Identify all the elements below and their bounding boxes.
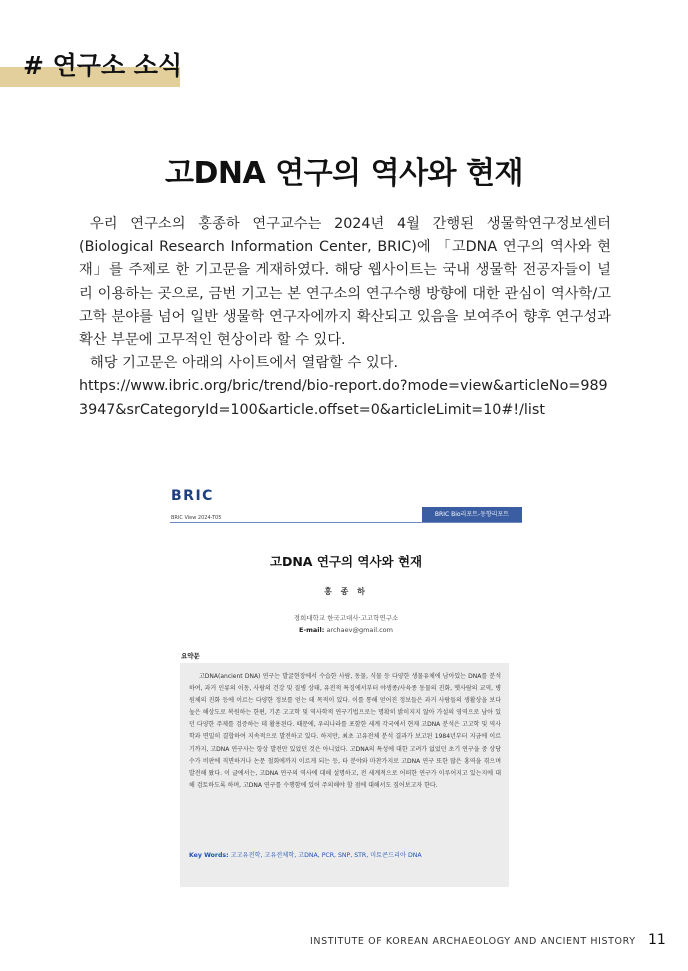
- doc-keywords-label: Key Words:: [189, 852, 229, 859]
- doc-view-label: BRIC View 2024-T05: [171, 515, 222, 521]
- doc-affiliation: 경희대학교 한국고대사·고고학연구소: [293, 614, 399, 622]
- body-paragraph: 우리 연구소의 홍종하 연구교수는 2024년 4월 간행된 생물학연구정보센터(Biological Research Information Center, BRIC)에 「고DNA 연구의 역사와 현재」를 주제로 한 기고문을 게재하였다. 해당 웹사이트는 국내 생물학 전공자들이 널리 이용하는 곳으로, 금번 기고는 본 연구소의 연구수행 방향에 대한 관심이 역사학/고고학 분야를 넘어 일반 생물학 연구자에까지 확산되고 있음을 보여주어 향후 연구성과 확산 부문에 고무적인 현상이라 할 수 있다.: [79, 216, 611, 349]
- doc-keywords-value: 고고유전학, 고유전체학, 고DNA, PCR, SNP, STR, 미토콘드리아 DNA: [230, 852, 422, 859]
- body-paragraph: 해당 기고문은 아래의 사이트에서 열람할 수 있다.: [90, 355, 399, 372]
- article-body: [79, 213, 611, 422]
- doc-abstract-box: [180, 663, 509, 887]
- doc-email: [170, 626, 522, 634]
- doc-abstract-heading: 요약문: [181, 652, 200, 660]
- section-tag: [0, 40, 183, 88]
- doc-category-tag: BRIC Bio리포트-동향리포트: [422, 507, 522, 523]
- doc-email-label: E-mail:: [299, 626, 325, 634]
- doc-header-rule: [170, 522, 522, 523]
- doc-keywords: [189, 850, 422, 859]
- footer-institute-name: INSTITUTE OF KOREAN ARCHAEOLOGY AND ANCIENT HISTORY: [310, 936, 636, 947]
- article-title: 고DNA 연구의 역사와 현재: [165, 156, 523, 191]
- section-tag-label: # 연구소 소식: [23, 51, 183, 80]
- page-number: 11: [648, 932, 666, 948]
- article-screenshot: [170, 482, 522, 900]
- doc-abstract-text: 고DNA(ancient DNA) 연구는 발굴현장에서 수습한 사람, 동물, 식물 등 다양한 생물유체에 남아있는 DNA를 분석하여, 과거 인류의 이동, 사람의 건강 및 질병 상태, 유전적 특징에서부터 야생종/사육종 동물의 진화, 옛사람의 교역, 병원체의 진화 등에 이르는 다양한 정보를 얻는 데 목적이 있다. 이를 통해 얻어진 정보들은 과거 사람들의 생활상을 보다 높은 해상도로 복원하는 한편, 기존 고고학 및 역사학적 연구기법으로는 명확히 밝히지지 않아 가설의 영역으로 남아 있던 다양한 주제를 검증하는 데 활용된다. 때문에, 우리나라를 포함한 세계 각국에서 현재 고DNA 분석은 고고학 및 역사학과 면밀히 결합하여 지속적으로 발전하고 있다. 하지만, 최초 고유전체 분석 결과가 보고된 1984년부터 지금에 이르기까지, 고DNA 연구사는 항상 발전만 있었던 것은 아니었다. 고DNA의 특성에 대한 고려가 없었던 초기 연구을 중 상당수가 비판에 직면하거나 논문 철회에까지 이르게 되는 등, 타 분야와 마찬가지로 고DNA 연구 또한 많은 홍역을 겪으며 발전해 왔다. 이 글에서는, 고DNA 연구의 역사에 대해 설명하고, 전 세계적으로 어떠한 연구가 이루어지고 있는지에 대해 검토하도록 하며, 고DNA 연구를 수행함에 있어 주의해야 할 점에 대해서도 짚어보고자 한다.: [189, 673, 501, 789]
- doc-email-value: archaev@gmail.com: [326, 626, 393, 634]
- article-url-link[interactable]: https://www.ibric.org/bric/trend/bio-report.do?mode=view&articleNo=9893947&srCategoryId=100&article.offset=0&articleLimit=10#!/list: [79, 378, 608, 418]
- doc-title: 고DNA 연구의 역사와 현재: [269, 554, 423, 569]
- doc-author: 홍 종 하: [324, 587, 368, 596]
- bric-logo: BRIC: [171, 488, 214, 504]
